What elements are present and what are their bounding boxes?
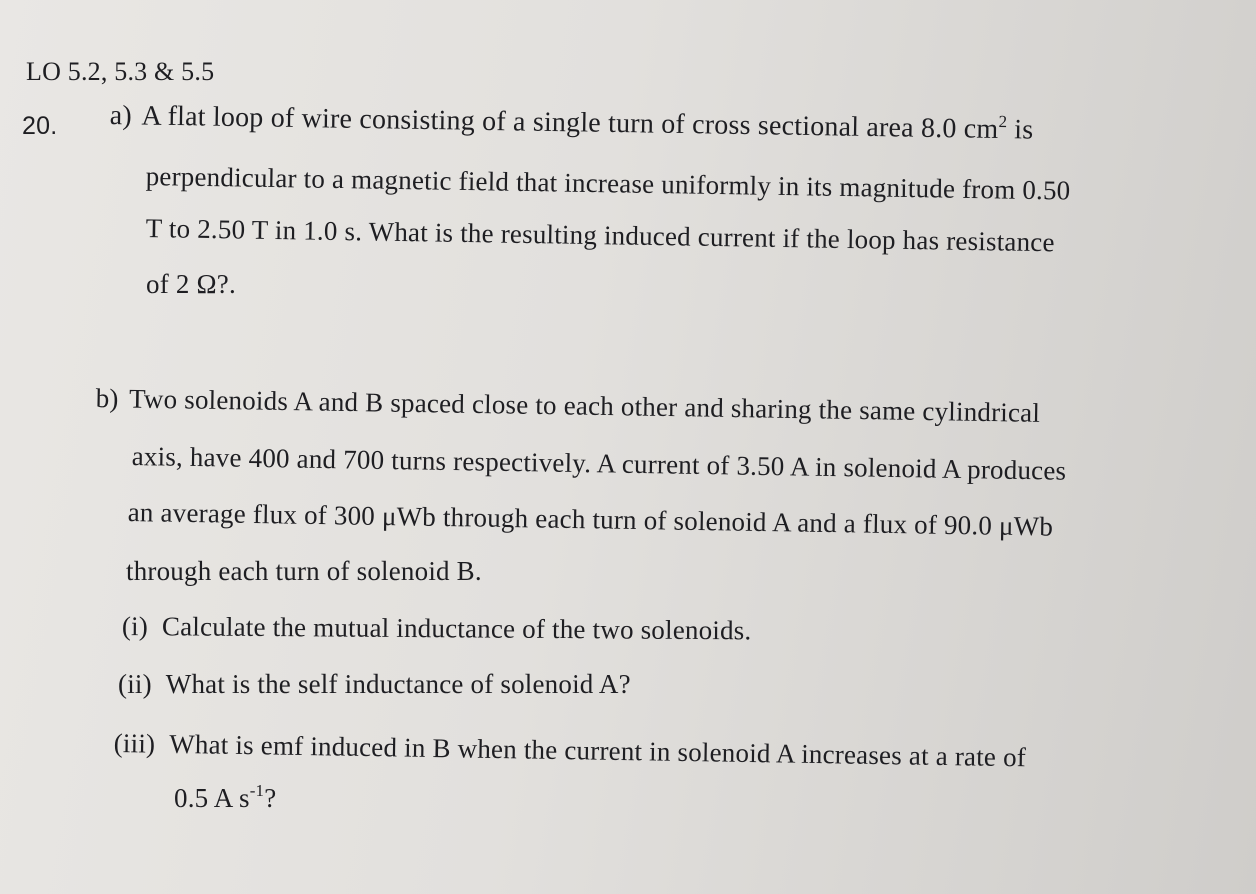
subpart-ii <box>118 668 631 700</box>
rate-unit-exponent: -1 <box>249 781 265 800</box>
subpart-ii-text: What is the self inductance of solenoid A? <box>165 669 631 699</box>
subpart-i-label: (i) <box>121 611 149 642</box>
part-a-line-1 <box>109 100 1033 147</box>
part-b-line-1 <box>95 382 1040 429</box>
part-b-line-1-text: Two solenoids A and B spaced close to each other and sharing the same cylindrical <box>128 383 1041 428</box>
subpart-i-text: Calculate the mutual inductance of the two solenoids. <box>161 611 752 646</box>
part-b-line-2: axis, have 400 and 700 turns respectively. A current of 3.50 A in solenoid A produces <box>131 440 1067 486</box>
subpart-iii <box>113 727 1026 773</box>
part-b-line-3: an average flux of 300 μWb through each turn of solenoid A and a flux of 90.0 μWb <box>127 496 1054 542</box>
question-mark: ? <box>264 783 277 813</box>
question-number: 20. <box>22 112 58 140</box>
part-b-line-4: through each turn of solenoid B. <box>126 556 482 586</box>
subpart-i <box>122 610 752 646</box>
rate-value: 0.5 A s <box>174 783 250 813</box>
subpart-iii-continuation <box>174 782 276 814</box>
part-a-line-4: of 2 Ω?. <box>146 269 236 299</box>
learning-outcome-header: LO 5.2, 5.3 & 5.5 <box>26 57 215 86</box>
part-a-line-1-text: A flat loop of wire consisting of a single turn of cross sectional area 8.0 cm <box>141 100 999 145</box>
subpart-ii-label: (ii) <box>118 669 152 699</box>
part-a-line-1-end: is <box>1006 114 1034 146</box>
subpart-iii-label: (iii) <box>113 727 156 759</box>
part-b-label: b) <box>95 382 119 414</box>
part-a-line-2: perpendicular to a magnetic field that increase uniformly in its magnitude from 0.50 <box>145 160 1071 206</box>
part-a-label: a) <box>109 100 133 132</box>
area-unit-exponent: 2 <box>998 111 1008 132</box>
part-a-line-3: T to 2.50 T in 1.0 s. What is the resulting induced current if the loop has resistance <box>145 212 1055 258</box>
subpart-iii-text: What is emf induced in B when the current in solenoid A increases at a rate of <box>169 728 1027 773</box>
